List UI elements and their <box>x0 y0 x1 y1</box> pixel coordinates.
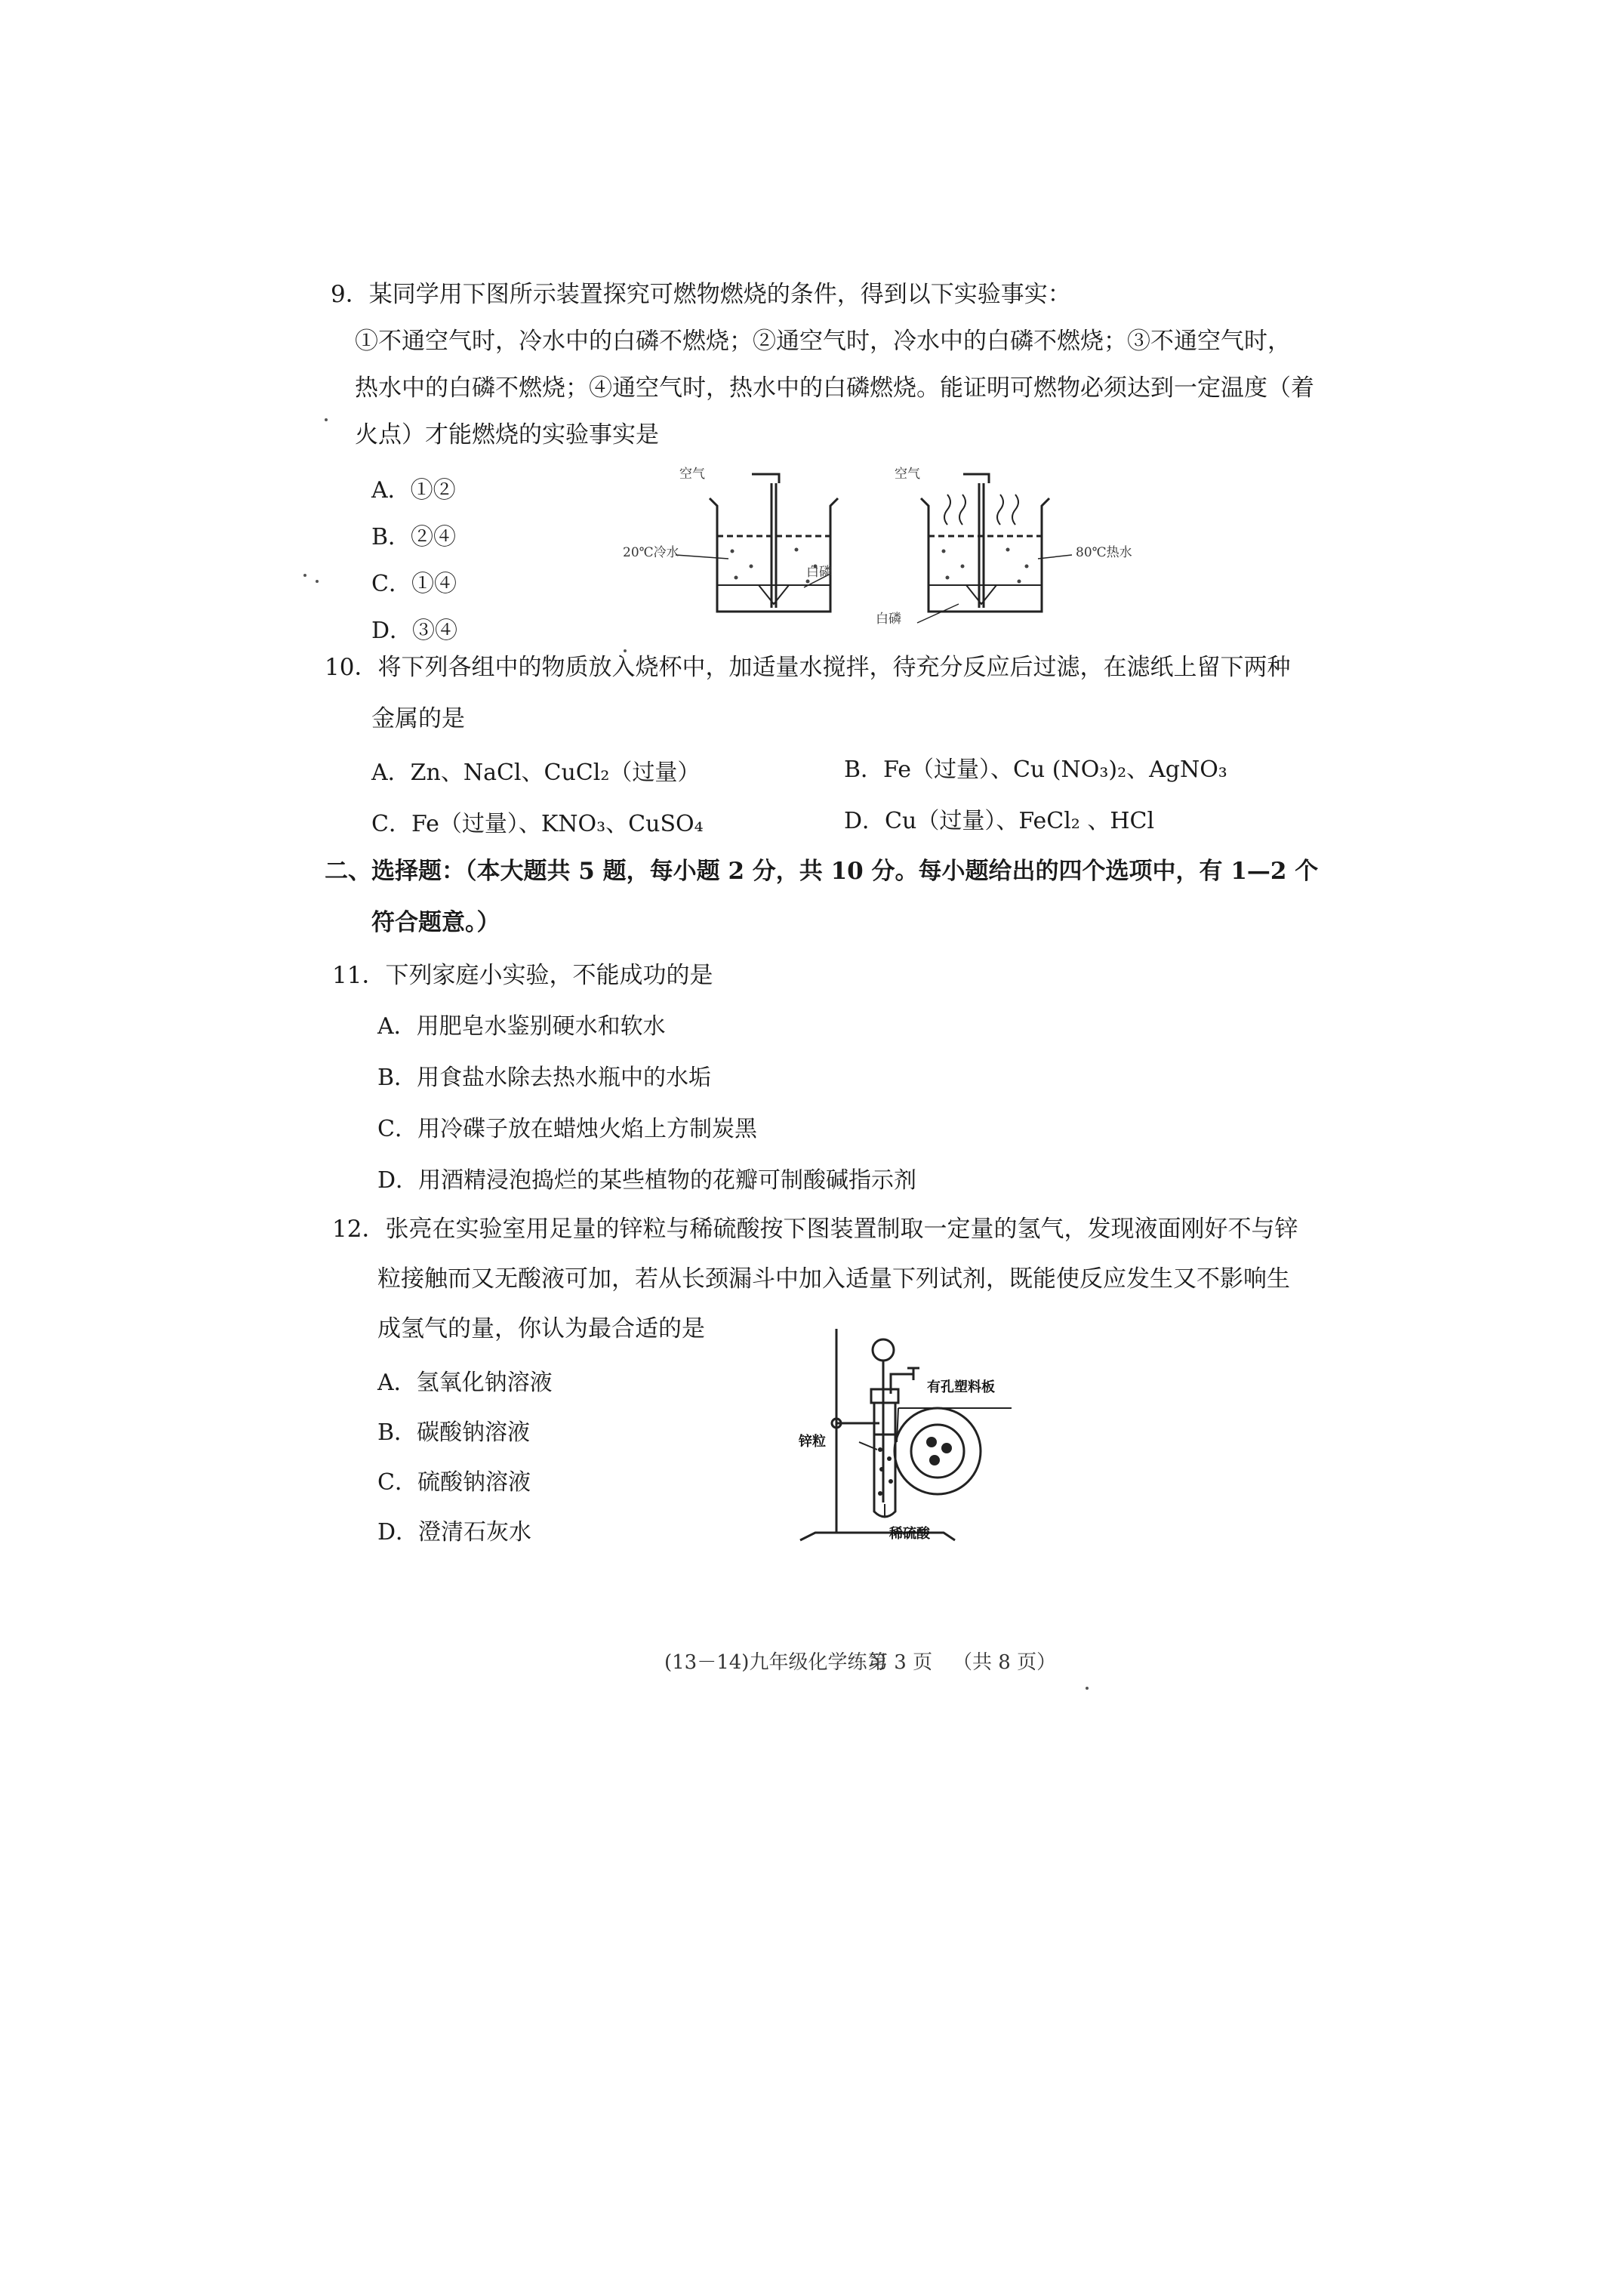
q12-zinc-label: 锌粒 <box>799 1434 826 1450</box>
q9-right-phosphorus-label: 白磷 <box>876 612 901 627</box>
q9-stem-line2: ①不通空气时，冷水中的白磷不燃烧；②通空气时，冷水中的白磷不燃烧；③不通空气时， <box>355 328 1291 355</box>
q10-option-c: C．Fe（过量）、KNO₃、CuSO₄ <box>371 811 704 837</box>
q10-option-b: B．Fe（过量）、Cu (NO₃)₂、AgNO₃ <box>844 757 1227 783</box>
q12-stem-line1: 12．张亮在实验室用足量的锌粒与稀硫酸按下图装置制取一定量的氢气，发现液面刚好不与锌 <box>332 1216 1298 1243</box>
q11-option-a: A．用肥皂水鉴别硬水和软水 <box>377 1013 666 1040</box>
section2-heading-line2: 符合题意。） <box>371 909 500 936</box>
q12-option-d: D．澄清石灰水 <box>377 1519 532 1546</box>
q9-stem-line3: 热水中的白磷不燃烧；④通空气时，热水中的白磷燃烧。能证明可燃物必须达到一定温度（着 <box>355 374 1314 402</box>
q12-stem-line2: 粒接触而又无酸液可加，若从长颈漏斗中加入适量下列试剂，既能使反应发生又不影响生 <box>377 1265 1290 1293</box>
footer-course: (13－14)九年级化学练习 <box>664 1651 887 1674</box>
scan-speck <box>325 418 328 421</box>
q12-option-a: A．氢氧化钠溶液 <box>377 1370 553 1396</box>
q9-left-phosphorus-label: 白磷 <box>806 565 832 580</box>
q9-option-a: A．①② <box>371 477 456 504</box>
q10-stem-line1: 10．将下列各组中的物质放入烧杯中，加适量水搅拌，待充分反应后过滤，在滤纸上留下两种 <box>325 654 1291 681</box>
q10-option-a: A．Zn、NaCl、CuCl₂（过量） <box>371 760 701 786</box>
scan-speck <box>303 574 306 577</box>
q11-stem: 11．下列家庭小实验，不能成功的是 <box>332 962 713 989</box>
q11-option-c: C．用冷碟子放在蜡烛火焰上方制炭黑 <box>377 1116 757 1142</box>
q9-stem-line4: 火点）才能燃烧的实验事实是 <box>355 421 659 448</box>
q12-option-b: B．碳酸钠溶液 <box>377 1419 531 1446</box>
q12-option-c: C．硫酸钠溶液 <box>377 1469 531 1496</box>
section2-heading-line1: 二、选择题：（本大题共 5 题，每小题 2 分，共 10 分。每小题给出的四个选项中，有 1—2 个 <box>325 858 1319 885</box>
q9-left-air-label: 空气 <box>679 467 705 482</box>
scan-speck <box>316 580 319 583</box>
q12-acid-label: 稀硫酸 <box>889 1526 930 1542</box>
q12-stem-line3: 成氢气的量，你认为最合适的是 <box>377 1315 705 1342</box>
q9-option-d: D．③④ <box>371 618 458 644</box>
footer-total: （共 8 页） <box>953 1651 1057 1674</box>
q10-stem-line2: 金属的是 <box>371 705 465 732</box>
q10-option-d: D．Cu（过量）、FeCl₂ 、HCl <box>844 808 1155 834</box>
scan-speck <box>624 649 627 652</box>
scan-speck <box>1086 1687 1089 1690</box>
q9-left-water-label: 20℃冷水 <box>623 545 679 560</box>
footer-page: 第 3 页 <box>868 1651 933 1674</box>
q12-plate-label: 有孔塑料板 <box>927 1379 995 1395</box>
q9-option-b: B．②④ <box>371 524 457 550</box>
q9-option-c: C．①④ <box>371 571 457 597</box>
q9-right-water-label: 80℃热水 <box>1076 545 1132 560</box>
q12-apparatus-diagram <box>793 1314 1079 1555</box>
q11-option-d: D．用酒精浸泡捣烂的某些植物的花瓣可制酸碱指示剂 <box>377 1167 917 1194</box>
q11-option-b: B．用食盐水除去热水瓶中的水垢 <box>377 1065 712 1091</box>
q9-stem-line1: 9．某同学用下图所示装置探究可燃物燃烧的条件，得到以下实验事实： <box>331 281 1071 308</box>
q9-right-air-label: 空气 <box>895 467 920 482</box>
